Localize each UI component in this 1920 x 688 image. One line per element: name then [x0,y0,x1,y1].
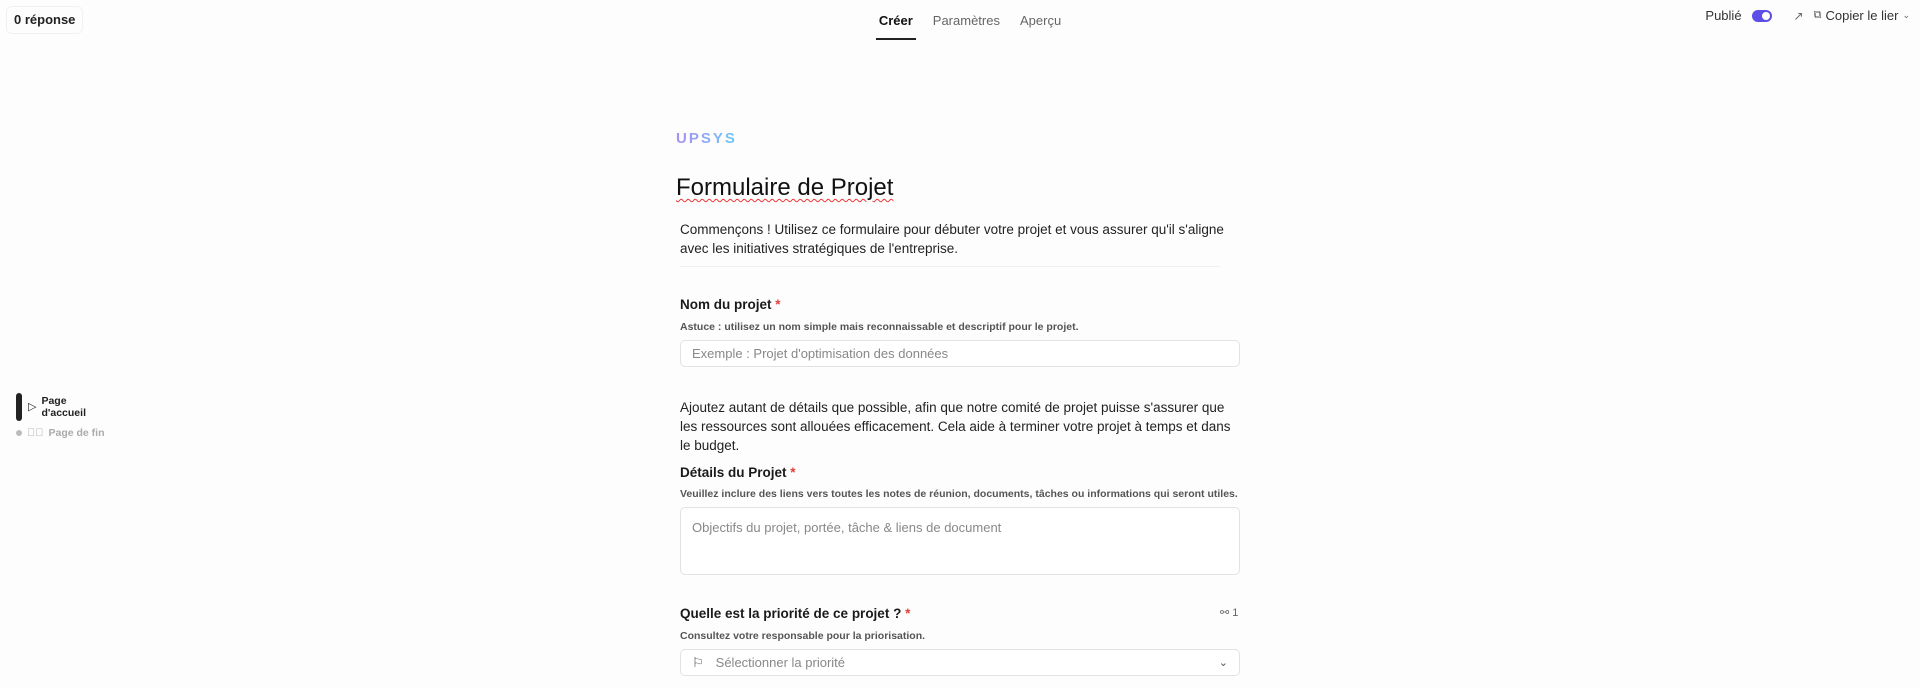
logic-icon: ⚯ [1220,607,1230,619]
divider [680,266,1220,267]
chevron-down-icon: ⌄ [1218,657,1228,669]
dot-icon [16,430,22,436]
project-details-textarea[interactable]: Objectifs du projet, portée, tâche & liens de document [680,507,1240,575]
copy-icon: ⧉ [1813,9,1822,21]
question-hint[interactable]: Astuce : utilisez un nom simple mais reconnaissable et descriptif pour le projet. [680,321,1079,333]
sidebar-item-end[interactable] [16,427,105,439]
question-hint[interactable]: Veuillez inclure des liens vers toutes les notes de réunion, documents, tâches ou informations qui seront utiles. [680,488,1238,500]
question-label[interactable]: Quelle est la priorité de ce projet ? * [680,606,911,621]
form-title[interactable]: Formulaire de Projet [676,174,894,201]
question-label[interactable]: Nom du projet * [680,297,781,312]
play-icon: ▷ [28,401,37,413]
sidebar-item-label: Page d'accueil [41,395,86,419]
sidebar-active-indicator [16,393,22,421]
chevron-down-icon[interactable]: ⌄ [1902,10,1910,20]
published-toggle[interactable] [1752,10,1772,22]
priority-select[interactable] [680,649,1240,676]
priority-placeholder: Sélectionner la priorité [715,655,846,670]
responses-button[interactable]: 0 réponse [6,6,83,34]
check-circle-icon: ✓⃝ [27,427,44,439]
copy-link-label: Copier le lier [1825,8,1899,23]
external-link-icon[interactable]: ↗ [1793,8,1804,23]
tab-bar [0,10,1920,40]
question-label[interactable]: Détails du Projet * [680,465,796,480]
header-actions [1705,8,1910,23]
sidebar-item-label: Page de fin [48,427,105,439]
project-name-input[interactable]: Exemple : Projet d'optimisation des données [680,340,1240,367]
tab-create[interactable]: Créer [876,10,916,40]
question-hint[interactable]: Consultez votre responsable pour la priorisation. [680,630,926,642]
copy-link-button[interactable] [1814,8,1910,23]
tab-preview[interactable]: Aperçu [1019,13,1062,28]
form-intro[interactable]: Commençons ! Utilisez ce formulaire pour débuter votre projet et vous assurer qu'il s'aligne avec les initiatives stratégiques de l'entreprise. [680,222,1224,256]
published-label: Publié [1705,8,1742,23]
logo: UPSYS [676,130,737,147]
info-paragraph[interactable]: Ajoutez autant de détails que possible, afin que notre comité de projet puisse s'assurer que les ressources sont allouées efficacement. Cela aide à terminer votre projet à temps et dans le budget. [680,400,1231,453]
tab-settings[interactable]: Paramètres [932,13,1000,28]
sidebar-item-welcome[interactable] [28,395,86,419]
logic-link-button[interactable]: ⚯ 1 [1220,607,1239,619]
flag-icon: ⚐ [692,654,704,670]
